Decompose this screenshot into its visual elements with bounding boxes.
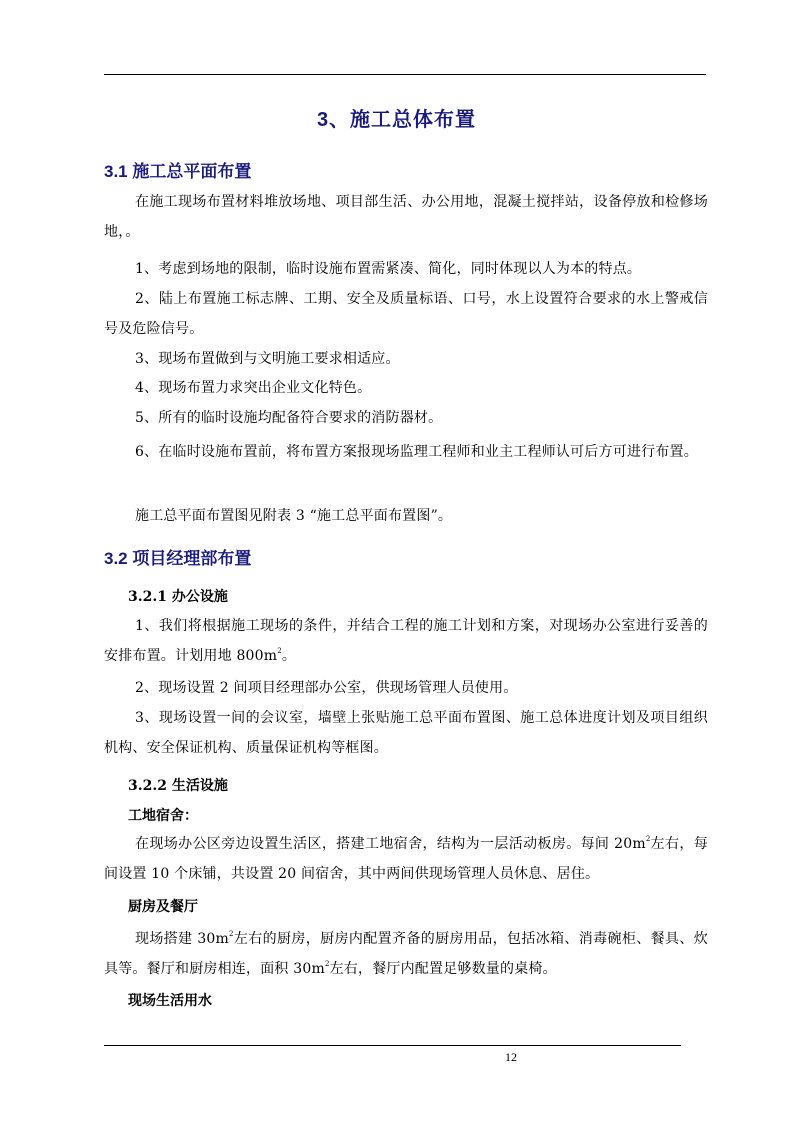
office-item-1: 1、我们将根据施工现场的条件，并结合工程的施工计划和方案，对现场办公室进行妥善的安排布置。计划用地 $800m^2$。 [104, 618, 708, 664]
list-item-6: 6、在临时设施布置前，将布置方案报现场监理工程师和业主工程师认可后方可进行布置。 [135, 444, 698, 460]
list-item-2: 2、陆上布置施工标志牌、工期、安全及质量标语、口号，水上设置符合要求的水上警戒信号及危险信号。 [104, 291, 708, 337]
subsection-heading-3-2-2: 3.2.2 生活设施 [128, 778, 228, 794]
heading-dormitory: 工地宿舍： [128, 808, 198, 824]
list-item-1: 1、考虑到场地的限制，临时设施布置需紧凑、简化，同时体现以人为本的特点。 [135, 261, 642, 277]
subsection-heading-3-2-1: 3.2.1 办公设施 [128, 589, 228, 605]
page-number: 12 [505, 1050, 517, 1064]
list-item-5: 5、所有的临时设施均配备符合要求的消防器材。 [135, 410, 443, 426]
office-item-2: 2、现场设置 2 间项目经理部办公室，供现场管理人员使用。 [135, 680, 518, 696]
paragraph-kitchen: 现场搭建 $30m^2$左右的厨房，厨房内配置齐备的厨房用品，包括冰箱、消毒碗柜、餐具、炊具等。餐厅和厨房相连，面积 $30m^2$左右，餐厅内配置足够数量的桌椅。 [104, 930, 708, 977]
paragraph-note: 施工总平面布置图见附表 3 “施工总平面布置图”。 [135, 508, 453, 524]
section-heading-3-1: 3.1 施工总平面布置 [104, 162, 252, 181]
section-heading-3-2: 3.2 项目经理部布置 [104, 549, 252, 568]
heading-kitchen: 厨房及餐厅 [128, 899, 198, 915]
paragraph-intro: 在施工现场布置材料堆放场地、项目部生活、办公用地，混凝土搅拌站，设备停放和检修场地，。 [104, 194, 708, 240]
office-item-3: 3、现场设置一间的会议室，墙壁上张贴施工总平面布置图、施工总体进度计划及项目组织机构、安全保证机构、质量保证机构等框图。 [104, 710, 708, 756]
header-rule [104, 74, 706, 75]
list-item-3: 3、现场布置做到与文明施工要求相适应。 [135, 351, 400, 367]
list-item-4: 4、现场布置力求突出企业文化特色。 [135, 380, 372, 396]
page-title: 3、施工总体布置 [316, 109, 477, 131]
footer-rule [104, 1045, 681, 1046]
heading-water: 现场生活用水 [128, 993, 212, 1009]
paragraph-dormitory: 在现场办公区旁边设置生活区，搭建工地宿舍，结构为一层活动板房。每间 $20m^2$左右，每间设置 10 个床铺，共设置 20 间宿舍，其中两间供现场管理人员休息、居住。 [104, 835, 708, 882]
